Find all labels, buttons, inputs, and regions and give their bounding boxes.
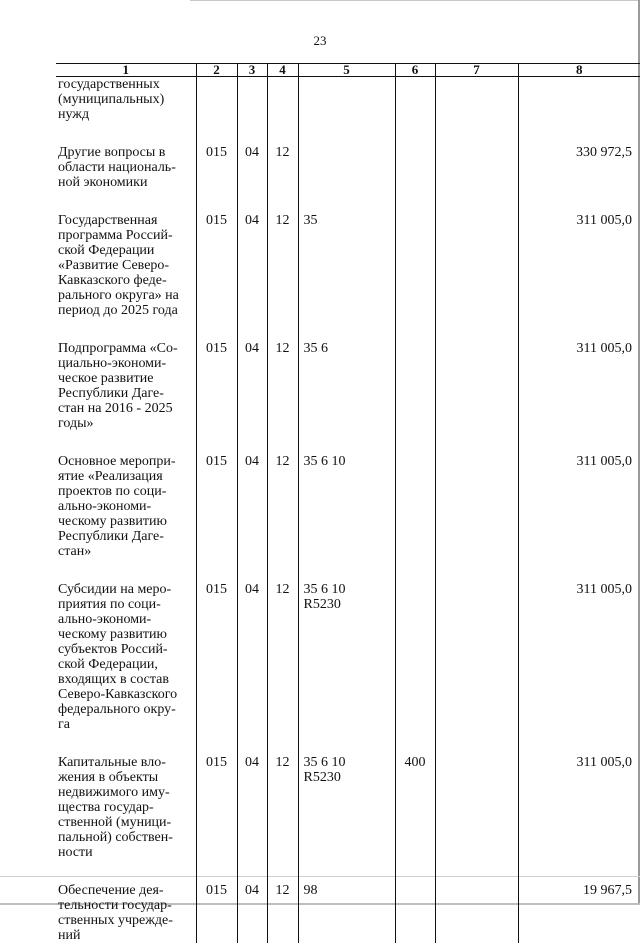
col-2-value: 015	[196, 213, 237, 341]
col-4-value: 12	[267, 341, 298, 454]
row-name: Обеспечение дея- тельности государ- ственных учрежде- ний	[56, 883, 196, 943]
col-5-value: 35 6	[298, 341, 395, 454]
col-4-value: 12	[267, 755, 298, 883]
table-row	[56, 213, 640, 341]
col-5-value	[298, 77, 395, 146]
col-2-value: 015	[196, 341, 237, 454]
col-3-value: 04	[237, 454, 267, 582]
col-5-value: 35 6 10	[298, 454, 395, 582]
header-row	[56, 64, 640, 77]
col-3-value: 04	[237, 341, 267, 454]
amount-value: 19 967,5	[518, 883, 640, 943]
budget-table	[56, 63, 640, 943]
col-2-value: 015	[196, 883, 237, 943]
header-col-4: 4	[267, 64, 298, 77]
col-4-value: 12	[267, 582, 298, 755]
header-col-5: 5	[298, 64, 395, 77]
col-3-value: 04	[237, 145, 267, 213]
row-name: Другие вопросы в области националь- ной экономики	[56, 145, 196, 213]
col-3-value: 04	[237, 883, 267, 943]
header-col-8: 8	[518, 64, 640, 77]
amount-value	[518, 77, 640, 146]
row-name: Субсидии на меро- приятия по соци- ально-экономи- ческому развитию субъектов Россий- ской Федерации, входящих в состав Северо-Кавказского федерального окру- га	[56, 582, 196, 755]
header-col-6: 6	[395, 64, 435, 77]
col-3-value	[237, 77, 267, 146]
col-2-value: 015	[196, 145, 237, 213]
col-7-value	[435, 77, 518, 146]
col-3-value: 04	[237, 755, 267, 883]
col-7-value	[435, 883, 518, 943]
col-5-value: 35 6 10 R5230	[298, 582, 395, 755]
row-name: Государственная программа Россий- ской Федерации «Развитие Северо- Кавказского феде- рального округа» на период до 2025 года	[56, 213, 196, 341]
col-4-value: 12	[267, 145, 298, 213]
table-row	[56, 145, 640, 213]
col-2-value: 015	[196, 454, 237, 582]
amount-value: 311 005,0	[518, 755, 640, 883]
scan-edge-top	[190, 0, 640, 1]
col-6-value	[395, 213, 435, 341]
table-row	[56, 341, 640, 454]
col-2-value: 015	[196, 582, 237, 755]
header-col-1: 1	[56, 64, 196, 77]
col-7-value	[435, 454, 518, 582]
table-row	[56, 883, 640, 943]
col-3-value: 04	[237, 213, 267, 341]
col-5-value: 98	[298, 883, 395, 943]
amount-value: 311 005,0	[518, 582, 640, 755]
row-name: Капитальные вло- жения в объекты недвижимого иму- щества государ- ственной (муници- пальной) собствен- ности	[56, 755, 196, 883]
header-col-2: 2	[196, 64, 237, 77]
col-6-value	[395, 77, 435, 146]
header-col-7: 7	[435, 64, 518, 77]
amount-value: 330 972,5	[518, 145, 640, 213]
col-6-value	[395, 341, 435, 454]
col-4-value: 12	[267, 213, 298, 341]
col-4-value	[267, 77, 298, 146]
table-header	[56, 64, 640, 77]
table-row	[56, 755, 640, 883]
amount-value: 311 005,0	[518, 454, 640, 582]
col-6-value	[395, 883, 435, 943]
page-number: 23	[0, 33, 640, 49]
row-name: государственных (муниципальных) нужд	[56, 77, 196, 146]
row-name: Подпрограмма «Со- циально-экономи- ческое развитие Республики Даге- стан на 2016 - 2025 годы»	[56, 341, 196, 454]
col-6-value: 400	[395, 755, 435, 883]
row-name: Основное меропри- ятие «Реализация проектов по соци- ально-экономи- ческому развитию Республики Даге- стан»	[56, 454, 196, 582]
col-7-value	[435, 755, 518, 883]
amount-value: 311 005,0	[518, 341, 640, 454]
table-row	[56, 77, 640, 146]
col-3-value: 04	[237, 582, 267, 755]
col-5-value	[298, 145, 395, 213]
col-6-value	[395, 145, 435, 213]
col-7-value	[435, 341, 518, 454]
table-row	[56, 454, 640, 582]
col-7-value	[435, 582, 518, 755]
col-4-value: 12	[267, 454, 298, 582]
col-7-value	[435, 145, 518, 213]
col-2-value: 015	[196, 755, 237, 883]
amount-value: 311 005,0	[518, 213, 640, 341]
col-2-value	[196, 77, 237, 146]
table-row	[56, 582, 640, 755]
table-body	[56, 77, 640, 943]
col-7-value	[435, 213, 518, 341]
col-6-value	[395, 582, 435, 755]
col-4-value: 12	[267, 883, 298, 943]
header-col-3: 3	[237, 64, 267, 77]
col-5-value: 35 6 10 R5230	[298, 755, 395, 883]
col-5-value: 35	[298, 213, 395, 341]
col-6-value	[395, 454, 435, 582]
